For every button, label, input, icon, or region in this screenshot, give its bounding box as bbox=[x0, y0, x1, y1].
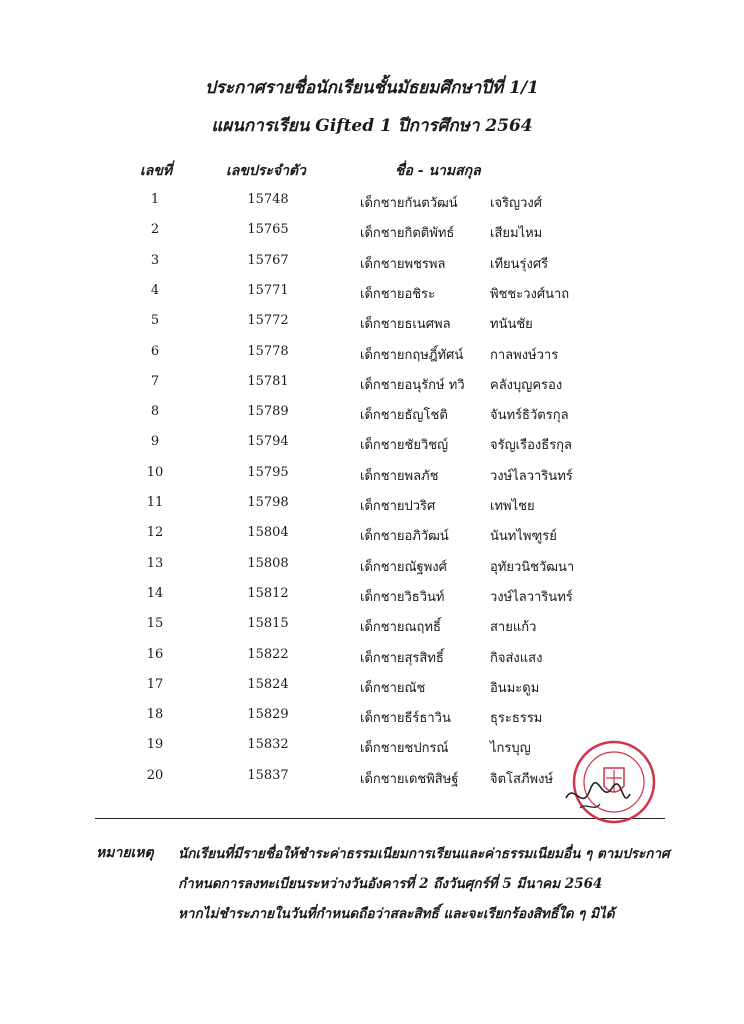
row-first-name: เด็กชายอภิวัฒน์ bbox=[360, 529, 449, 545]
row-student-id: 15832 bbox=[247, 737, 289, 753]
row-first-name: เด็กชายชัยวิชญ์ bbox=[360, 438, 449, 454]
row-number: 15 bbox=[146, 616, 164, 632]
row-number: 19 bbox=[146, 737, 164, 753]
row-student-id: 15778 bbox=[247, 343, 289, 359]
row-number: 14 bbox=[146, 585, 164, 601]
row-first-name: เด็กชายธัญโชติ bbox=[360, 408, 448, 424]
table-row bbox=[0, 283, 744, 313]
row-last-name: อินมะดูม bbox=[490, 680, 540, 696]
header-full-name: ชื่อ - นามสกุล bbox=[395, 163, 481, 179]
row-last-name: คลังบุญครอง bbox=[490, 377, 563, 393]
row-first-name: เด็กชายปวริศ bbox=[360, 499, 436, 514]
row-first-name: เด็กชายชปกรณ์ bbox=[360, 741, 449, 757]
row-last-name: อุทัยวนิชวัฒนา bbox=[490, 559, 575, 575]
row-first-name: เด็กชายณฤทธิ์ bbox=[360, 620, 441, 636]
table-row bbox=[0, 586, 744, 616]
header-student-id: เลขประจำตัว bbox=[226, 163, 306, 179]
table-row bbox=[0, 707, 744, 737]
row-last-name: เทพไชย bbox=[490, 499, 535, 514]
row-number: 20 bbox=[146, 767, 164, 783]
row-number: 13 bbox=[146, 555, 164, 571]
row-student-id: 15824 bbox=[247, 676, 289, 692]
table-row bbox=[0, 556, 744, 586]
row-student-id: 15804 bbox=[247, 525, 289, 541]
row-last-name: กาลพงษ์วาร bbox=[490, 347, 559, 363]
row-student-id: 15822 bbox=[247, 646, 289, 662]
header-number: เลขที่ bbox=[140, 163, 173, 179]
table-row bbox=[0, 374, 744, 404]
row-number: 9 bbox=[150, 434, 160, 450]
row-number: 8 bbox=[150, 404, 160, 420]
row-number: 10 bbox=[146, 464, 164, 480]
row-first-name: เด็กชายณัช bbox=[360, 680, 426, 696]
row-first-name: เด็กชายวิธวินท์ bbox=[360, 589, 445, 605]
note-line-2: กำหนดการลงทะเบียนระหว่างวันอังคารที่ 2 ถึงวันศุกร์ที่ 5 มีนาคม 2564 bbox=[178, 876, 603, 892]
row-student-id: 15794 bbox=[247, 434, 289, 450]
row-student-id: 15748 bbox=[247, 192, 289, 207]
row-last-name: ทนันชัย bbox=[490, 317, 533, 333]
school-seal-stamp bbox=[560, 738, 660, 828]
row-first-name: เด็กชายอนุรักษ์ ทวิ bbox=[360, 377, 465, 393]
row-student-id: 15767 bbox=[247, 252, 289, 268]
row-number: 2 bbox=[150, 222, 160, 238]
table-row bbox=[0, 434, 744, 464]
row-first-name: เด็กชายสุรสิทธิ์ bbox=[360, 650, 444, 666]
note-line-3: หากไม่ชำระภายในวันที่กำหนดถือว่าสละสิทธิ์ และจะเรียกร้องสิทธิ์ใด ๆ มิได้ bbox=[178, 906, 615, 922]
row-student-id: 15808 bbox=[247, 555, 289, 571]
row-number: 7 bbox=[150, 373, 160, 389]
table-row bbox=[0, 404, 744, 434]
row-last-name: ไกรบุญ bbox=[490, 741, 531, 757]
row-number: 5 bbox=[150, 313, 160, 329]
table-row bbox=[0, 313, 744, 343]
row-number: 18 bbox=[146, 707, 164, 723]
row-student-id: 15765 bbox=[247, 222, 289, 238]
row-first-name: เด็กชายพลภัช bbox=[360, 468, 439, 484]
row-first-name: เด็กชายเดชพิสิษฐ์ bbox=[360, 771, 459, 787]
row-last-name: วงษ์ไลวารินทร์ bbox=[490, 468, 573, 484]
document-title: ประกาศรายชื่อนักเรียนชั้นมัธยมศึกษาปีที่ 1/1 bbox=[204, 78, 540, 98]
row-number: 16 bbox=[146, 646, 164, 662]
row-student-id: 15795 bbox=[247, 464, 289, 480]
table-row bbox=[0, 344, 744, 374]
row-student-id: 15772 bbox=[247, 313, 289, 329]
row-student-id: 15837 bbox=[247, 767, 289, 783]
row-first-name: เด็กชายกฤษฎิ์ทัศน์ bbox=[360, 347, 464, 363]
row-last-name: สายแก้ว bbox=[490, 620, 537, 636]
table-row bbox=[0, 465, 744, 495]
row-number: 17 bbox=[146, 676, 164, 692]
row-number: 4 bbox=[150, 282, 160, 298]
table-row bbox=[0, 647, 744, 677]
row-first-name: เด็กชายธีร์ธาวิน bbox=[360, 711, 451, 727]
row-last-name: จันทร์ธิวัตรกุล bbox=[490, 408, 569, 424]
row-last-name: เทียนรุ่งศรี bbox=[490, 256, 549, 272]
note-line-1: นักเรียนที่มีรายชื่อให้ชำระค่าธรรมเนียมการเรียนและค่าธรรมเนียมอื่น ๆ ตามประกาศ bbox=[178, 846, 670, 862]
row-student-id: 15781 bbox=[247, 373, 289, 389]
row-first-name: เด็กชายกิตติพัทธ์ bbox=[360, 226, 455, 242]
row-first-name: เด็กชายณัฐพงศ์ bbox=[360, 559, 447, 575]
row-number: 1 bbox=[150, 192, 160, 207]
row-student-id: 15771 bbox=[247, 282, 289, 298]
row-first-name: เด็กชายกันตวัฒน์ bbox=[360, 196, 458, 211]
row-number: 12 bbox=[146, 525, 164, 541]
row-last-name: นันทไพฑูรย์ bbox=[490, 529, 557, 545]
row-student-id: 15789 bbox=[247, 404, 289, 420]
row-last-name: ธุระธรรม bbox=[490, 711, 543, 727]
row-first-name: เด็กชายพชรพล bbox=[360, 256, 446, 272]
table-row bbox=[0, 253, 744, 283]
row-number: 6 bbox=[150, 343, 160, 359]
row-last-name: กิจส่งแสง bbox=[490, 650, 543, 666]
row-number: 11 bbox=[146, 495, 164, 510]
row-first-name: เด็กชายอชิระ bbox=[360, 286, 436, 302]
row-last-name: พิชชะวงศ์นาถ bbox=[490, 286, 570, 302]
table-row bbox=[0, 495, 744, 525]
row-student-id: 15815 bbox=[247, 616, 289, 632]
note-label: หมายเหตุ bbox=[96, 845, 154, 861]
row-last-name: จรัญเรืองธีรกุล bbox=[490, 438, 573, 454]
table-row bbox=[0, 677, 744, 707]
row-student-id: 15812 bbox=[247, 585, 289, 601]
table-row bbox=[0, 525, 744, 555]
table-row bbox=[0, 192, 744, 222]
row-last-name: จิตโสภีพงษ์ bbox=[490, 771, 554, 787]
table-row bbox=[0, 222, 744, 252]
row-last-name: วงษ์ไลวารินทร์ bbox=[490, 589, 573, 605]
table-row bbox=[0, 616, 744, 646]
row-student-id: 15829 bbox=[247, 707, 289, 723]
row-first-name: เด็กชายธเนศพล bbox=[360, 317, 451, 333]
document-subtitle: แผนการเรียน Gifted 1 ปีการศึกษา 2564 bbox=[211, 116, 533, 136]
row-last-name: เจริญวงศ์ bbox=[490, 196, 543, 211]
row-number: 3 bbox=[150, 252, 160, 268]
row-student-id: 15798 bbox=[247, 495, 289, 510]
row-last-name: เสียมไหม bbox=[490, 226, 543, 242]
